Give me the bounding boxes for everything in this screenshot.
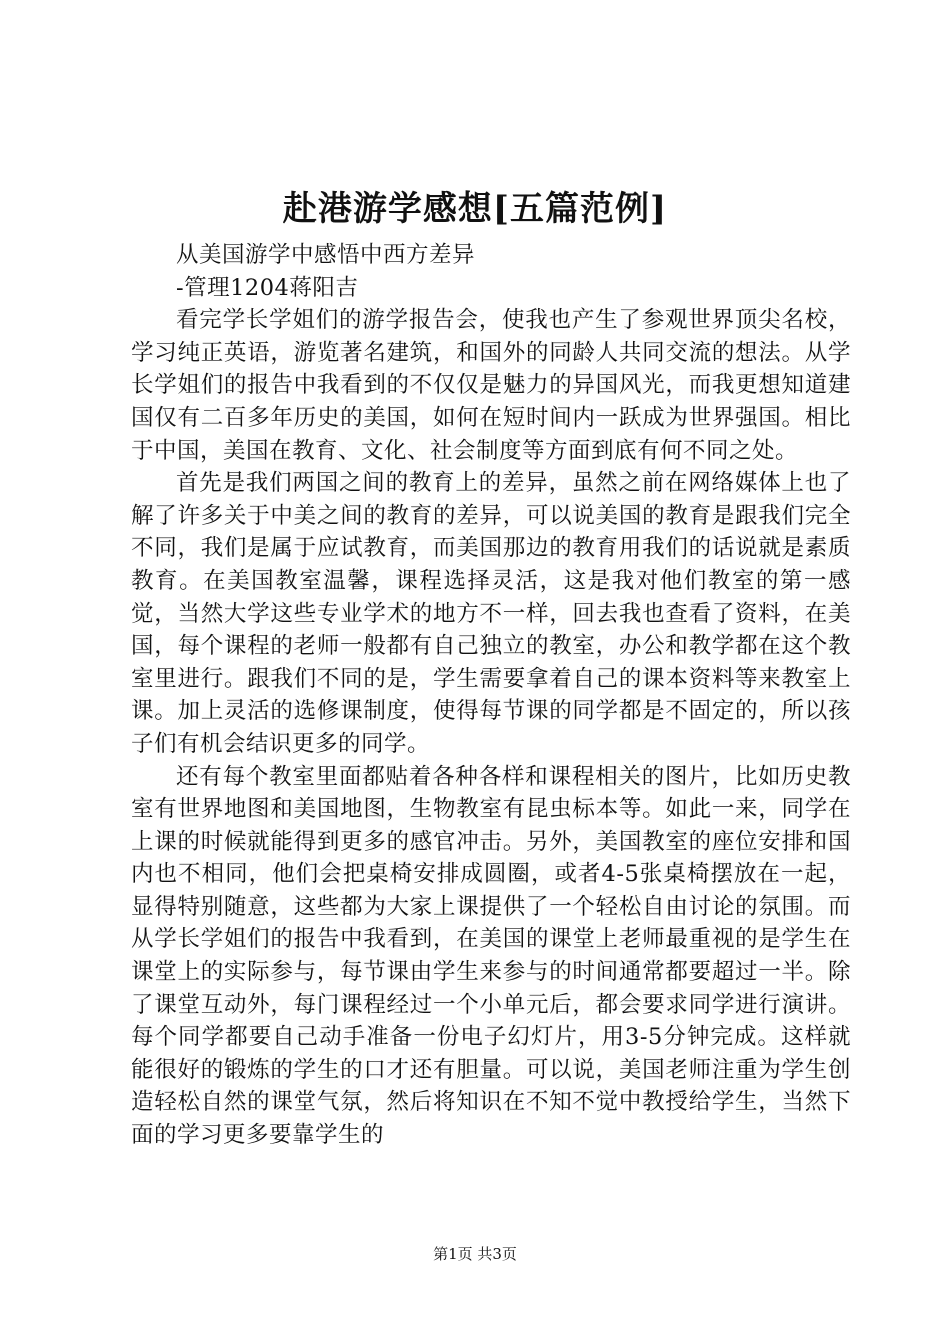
paragraph: 还有每个教室里面都贴着各种各样和课程相关的图片，比如历史教室有世界地图和美国地图，生物教室有昆虫标本等。如此一来，同学在上课的时候就能得到更多的感官冲击。另外，美国教室的座位安排和国内也不相同，他们会把桌椅安排成圆圈，或者4-5张桌椅摆放在一起，显得特别随意，这些都为大家上课提供了一个轻松自由讨论的氛围。而从学长学姐们的报告中我看到，在美国的课堂上老师最重视的是学生在课堂上的实际参与，每节课由学生来参与的时间通常都要超过一半。除了课堂互动外，每门课程经过一个小单元后，都会要求同学进行演讲。每个同学都要自己动手准备一份电子幻灯片，用3-5分钟完成。这样就能很好的锻炼的学生的口才还有胆量。可以说，美国老师注重为学生创造轻松自然的课堂气氛，然后将知识在不知不觉中教授给学生，当然下面的学习更多要靠学生的: [131, 763, 851, 1149]
document-body: [131, 239, 851, 1152]
paragraph: 看完学长学姐们的游学报告会，使我也产生了参观世界顶尖名校，学习纯正英语，游览著名建筑，和国外的同龄人共同交流的想法。从学长学姐们的报告中我看到的不仅仅是魅力的异国风光，而我更想知道建国仅有二百多年历史的美国，如何在短时间内一跃成为世界强国。相比于中国，美国在教育、文化、社会制度等方面到底有何不同之处。: [131, 307, 851, 464]
document-title: 赴港游学感想[五篇范例]: [282, 189, 668, 229]
document-author: -管理1204蒋阳吉: [176, 274, 359, 301]
document-subtitle: 从美国游学中感悟中西方差异: [176, 242, 476, 268]
page-number-footer: 第1页 共3页: [433, 1245, 517, 1263]
paragraph: 首先是我们两国之间的教育上的差异，虽然之前在网络媒体上也了解了许多关于中美之间的教育的差异，可以说美国的教育是跟我们完全不同，我们是属于应试教育，而美国那边的教育用我们的话说就是素质教育。在美国教室温馨，课程选择灵活，这是我对他们教室的第一感觉，当然大学这些专业学术的地方不一样，回去我也查看了资料，在美国，每个课程的老师一般都有自己独立的教室，办公和教学都在这个教室里进行。跟我们不同的是，学生需要拿着自己的课本资料等来教室上课。加上灵活的选修课制度，使得每节课的同学都是不固定的，所以孩子们有机会结识更多的同学。: [131, 470, 851, 757]
